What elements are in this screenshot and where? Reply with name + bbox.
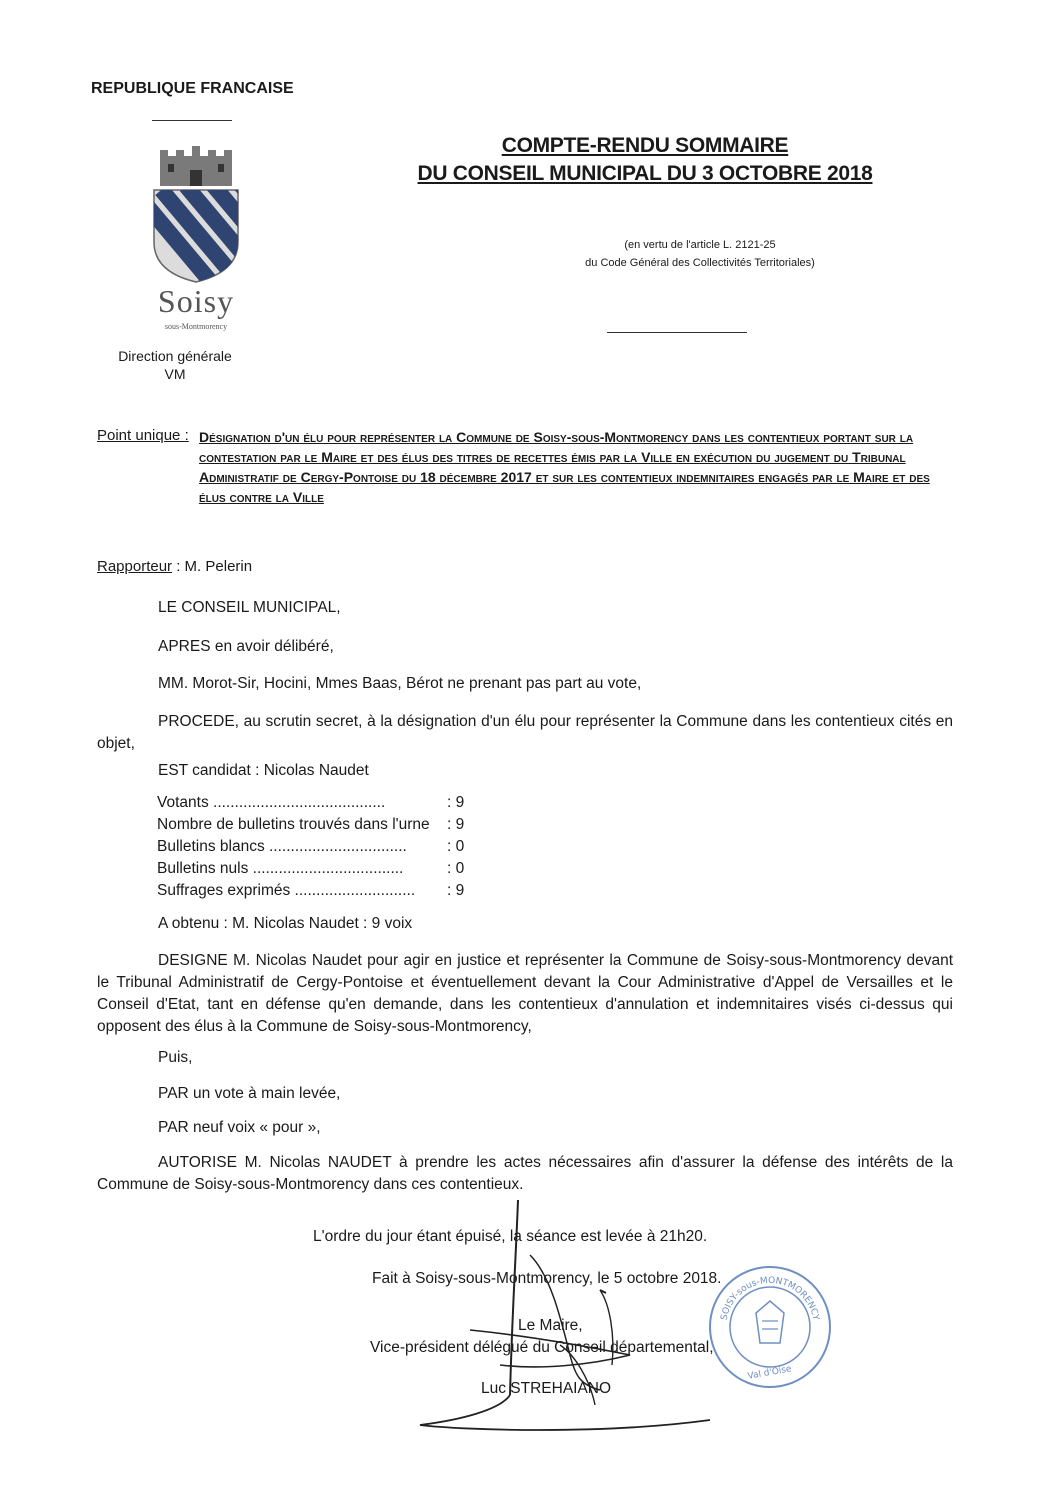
vote-row <box>157 880 464 902</box>
document-title-line1: COMPTE-RENDU SOMMAIRE <box>501 134 789 157</box>
direction-block <box>100 347 250 383</box>
vote-row <box>157 858 464 880</box>
signatory-name: Luc STREHAIANO <box>481 1380 612 1397</box>
vote-label: Suffrages exprimés ............................ <box>157 882 416 899</box>
vote-results <box>157 792 464 902</box>
vice-president-title: Vice-président délégué du Conseil départemental, <box>370 1339 714 1356</box>
rapporteur <box>97 558 252 575</box>
vote-value: : 9 <box>447 794 465 811</box>
vote-label: Nombre de bulletins trouvés dans l'urne <box>157 816 430 833</box>
autorise-paragraph: AUTORISE M. Nicolas NAUDET à prendre les actes nécessaires afin d'assurer la défense des intérêts de la Commune de Soisy-sous-Montmorency dans ces contentieux. <box>97 1154 953 1193</box>
direction-line1: Direction générale <box>118 348 232 364</box>
vote-value: : 0 <box>447 838 465 855</box>
direction-line2: VM <box>164 366 186 382</box>
republique-francaise-heading: REPUBLIQUE FRANCAISE <box>91 80 294 97</box>
designe-paragraph: DESIGNE M. Nicolas Naudet pour agir en justice et représenter la Commune de Soisy-sous-Montmorency devant le Tribunal Administratif de Cergy-Pontoise et éventuellement devant la Cour Administrative d'Appel de Versailles et le Conseil d'Etat, tant en défense qu'en demande, dans les contentieux d'annulation et indemnitaires visés ci-dessus qui opposent des élus à la Commune de Soisy-sous-Montmorency, <box>97 952 953 1035</box>
vote-row <box>157 792 464 814</box>
logo-name: Soisy <box>157 283 235 319</box>
obtenu: A obtenu : M. Nicolas Naudet : 9 voix <box>158 915 413 932</box>
non-votants: MM. Morot-Sir, Hocini, Mmes Baas, Bérot ne prenant pas part au vote, <box>158 675 642 692</box>
apres-deliberation: APRES en avoir délibéré, <box>158 638 334 655</box>
vote-row <box>157 836 464 858</box>
puis: Puis, <box>158 1049 193 1066</box>
vote-label: Bulletins nuls ................................... <box>157 860 404 877</box>
maire-title: Le Maire, <box>518 1317 583 1334</box>
handwritten-signature <box>400 1195 730 1465</box>
official-stamp-icon <box>706 1263 834 1391</box>
conseil-heading: LE CONSEIL MUNICIPAL, <box>158 599 341 616</box>
legal-reference-line2: du Code Général des Collectivités Territoriales) <box>585 257 815 269</box>
rapporteur-value: : M. Pelerin <box>176 558 253 575</box>
vote-row <box>157 814 464 836</box>
svg-text:SOISY-sous-MONTMORENCY <box>720 1276 821 1322</box>
stamp-top-text: SOISY-sous-MONTMORENCY <box>719 1275 821 1322</box>
legal-reference <box>510 236 890 272</box>
point-label: Point unique : <box>97 427 189 444</box>
ordre-du-jour: L'ordre du jour étant épuisé, la séance est levée à 21h20. <box>313 1228 708 1245</box>
neuf-voix: PAR neuf voix « pour », <box>158 1119 321 1136</box>
vote-value: : 0 <box>447 860 465 877</box>
vote-value: : 9 <box>447 882 465 899</box>
candidat: EST candidat : Nicolas Naudet <box>158 762 369 779</box>
fait-a: Fait à Soisy-sous-Montmorency, le 5 octobre 2018. <box>372 1270 722 1287</box>
rapporteur-label: Rapporteur <box>97 558 173 575</box>
procede-paragraph: PROCEDE, au scrutin secret, à la désignation d'un élu pour représenter la Commune dans les contentieux cités en objet, <box>97 713 953 752</box>
legal-reference-line1: (en vertu de l'article L. 2121-25 <box>624 239 776 251</box>
soisy-crest-icon <box>146 146 246 286</box>
vote-value: : 9 <box>447 816 465 833</box>
document-title-line2: DU CONSEIL MUNICIPAL DU 3 OCTOBRE 2018 <box>417 162 873 185</box>
vote-label: Bulletins blancs ................................ <box>157 838 407 855</box>
point-text: Désignation d'un élu pour représenter la Commune de Soisy-sous-Montmorency dans les contentieux portant sur la contestation par le Maire et des élus des titres de recettes émis par la Ville en exécution du jugement du Tribunal Administratif de Cergy-Pontoise du 18 décembre 2017 et sur les contentieux indemnitaires engagés par le Maire et des élus contre la Ville <box>199 429 930 505</box>
stamp-bottom-text: Val d'Oise <box>746 1364 793 1382</box>
vote-label: Votants ........................................ <box>157 794 386 811</box>
divider <box>607 332 747 333</box>
divider <box>152 120 232 121</box>
logo-subtitle: sous-Montmorency <box>164 322 228 331</box>
vote-main-levee: PAR un vote à main levée, <box>158 1085 341 1102</box>
